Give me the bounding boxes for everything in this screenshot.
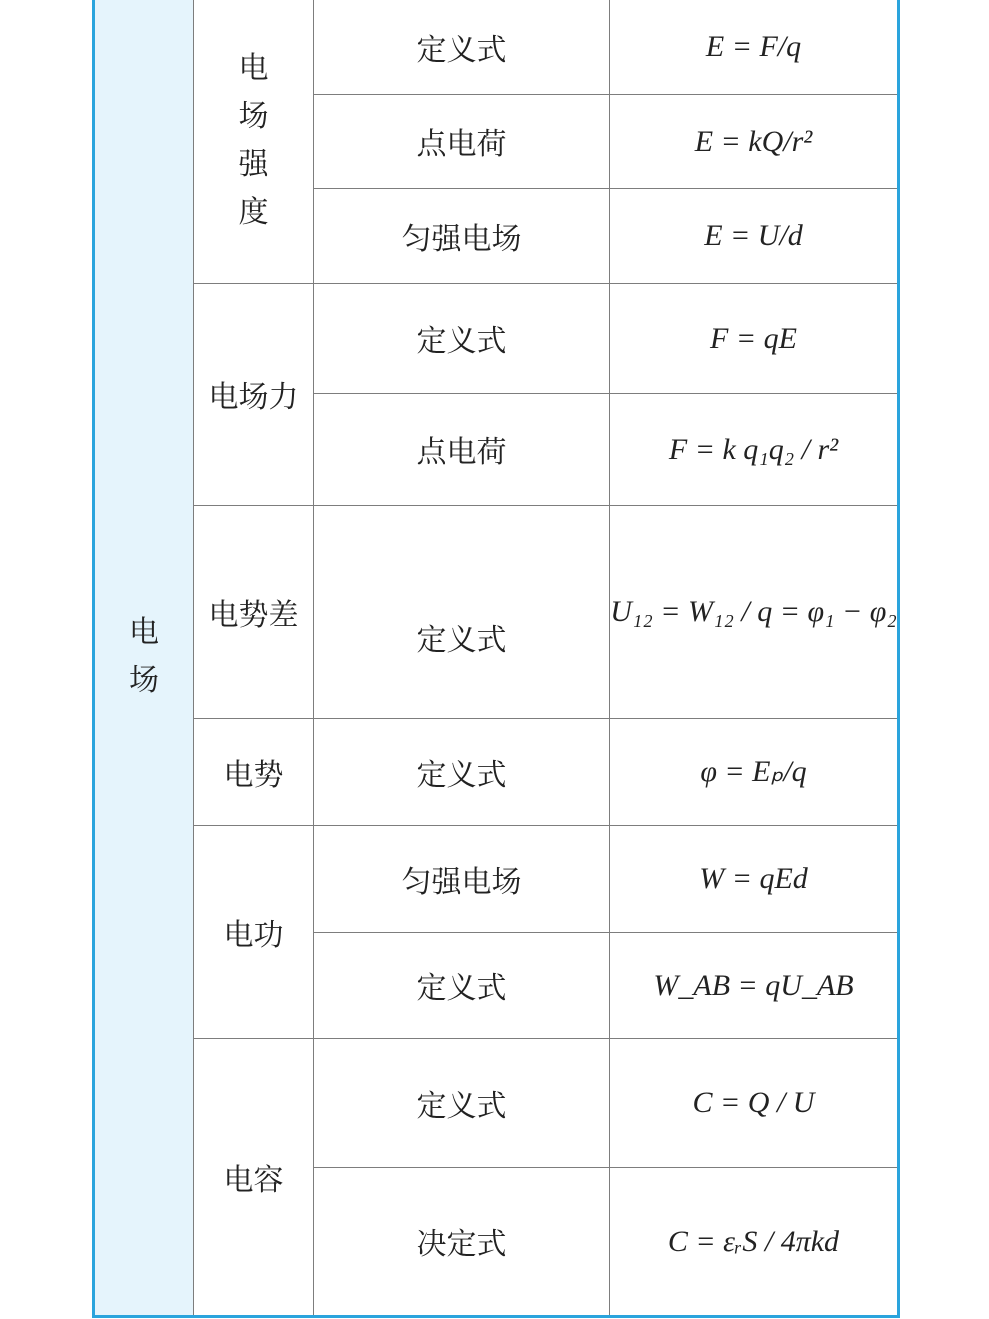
kind-cell: 定义式: [314, 0, 610, 94]
category-capacitance: 电容: [194, 1038, 314, 1316]
kind-cell: 匀强电场: [314, 825, 610, 932]
table-row: [94, 1038, 899, 1167]
kind-cell: 定义式: [314, 283, 610, 393]
formula-cell: [610, 1038, 899, 1167]
formula: C = Q / U: [692, 1086, 815, 1119]
formula: E = F/q: [705, 30, 802, 64]
formula: F = k q₁q₂ / r²: [668, 432, 839, 466]
section-label-cell: [94, 0, 194, 1316]
kind-cell: 定义式: [314, 1038, 610, 1167]
formula: φ = Eₚ/q: [700, 755, 807, 788]
formula: U₁₂ = W₁₂ / q = φ₁ − φ₂: [610, 595, 897, 628]
category-potential: 电势: [194, 718, 314, 825]
formula-cell: [610, 825, 899, 932]
formula: W_AB = qU_AB: [653, 968, 854, 1002]
formula-cell: [610, 505, 899, 718]
formula: E = U/d: [704, 219, 803, 252]
formula: W = qEd: [699, 862, 808, 895]
kind-cell: 点电荷: [314, 393, 610, 505]
kind-cell: 定义式: [314, 718, 610, 825]
formula-cell: [610, 718, 899, 825]
formula-cell: [610, 0, 899, 94]
kind-cell: 点电荷: [314, 94, 610, 188]
formula: C = εᵣS / 4πkd: [667, 1224, 840, 1258]
category-potential-difference: 电势差: [194, 505, 314, 718]
kind-cell: 决定式: [314, 1167, 610, 1316]
formula: E = kQ/r²: [694, 124, 813, 158]
kind-cell: 定义式: [314, 505, 610, 718]
table-row: [94, 283, 899, 393]
table-row: [94, 505, 899, 718]
category-field-strength: 电场强度: [194, 0, 314, 283]
kind-cell: 匀强电场: [314, 188, 610, 283]
kind-cell: 定义式: [314, 932, 610, 1038]
table-row: [94, 0, 899, 94]
category-electric-work: 电功: [194, 825, 314, 1038]
section-label: 电场: [129, 615, 159, 699]
formula-cell: [610, 393, 899, 505]
category-field-force: 电场力: [194, 283, 314, 505]
table-row: [94, 718, 899, 825]
table-row: [94, 825, 899, 932]
formula-cell: [610, 188, 899, 283]
formula: F = qE: [710, 321, 797, 355]
formula-table: [92, 0, 900, 1318]
formula-cell: [610, 283, 899, 393]
formula-cell: [610, 1167, 899, 1316]
formula-cell: [610, 932, 899, 1038]
formula-cell: [610, 94, 899, 188]
